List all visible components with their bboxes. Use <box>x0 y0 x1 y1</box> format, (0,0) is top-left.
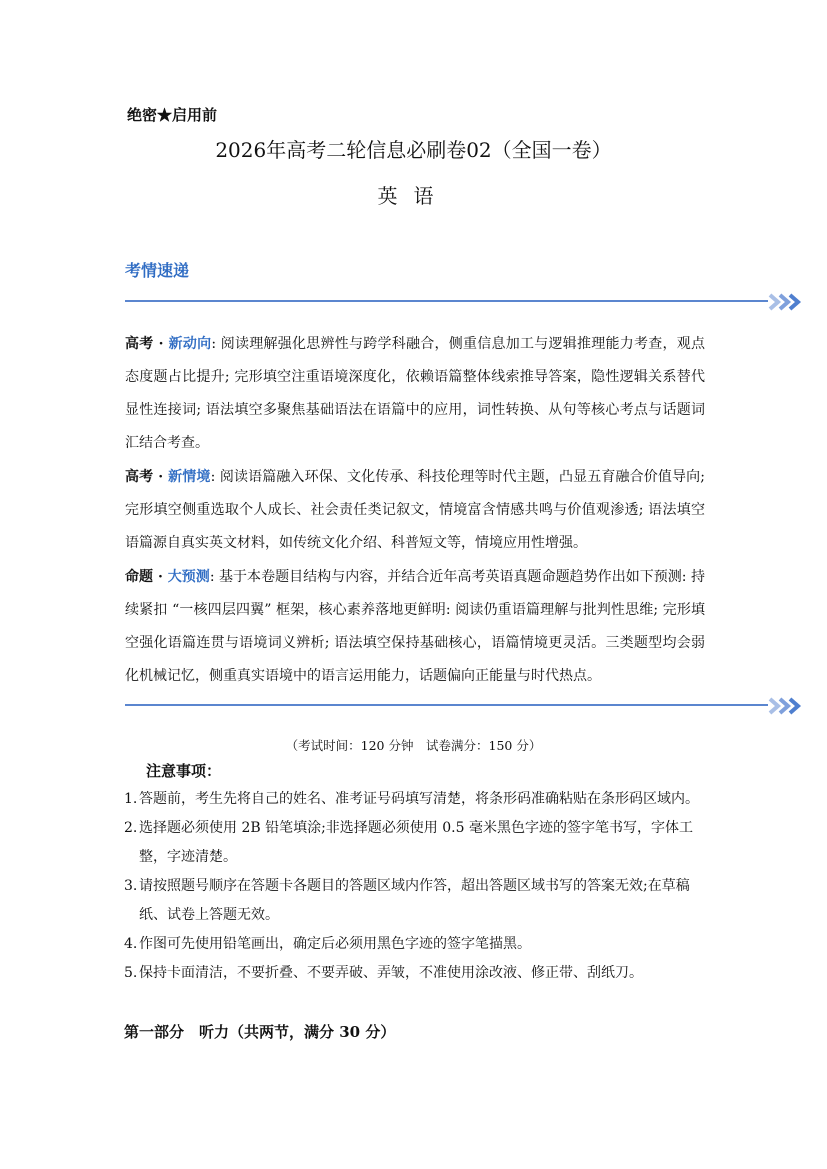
paragraph-text: : 基于本卷题目结构与内容，并结合近年高考英语真题命题趋势作出如下预测: 持续紧扣 “一核四层四翼” 框架，核心素养落地更鲜明: 阅读仍重语篇理解与批判性思维; 完形填空强化语篇连贯与语境词义辨析; 语法填空保持基础核心，语篇情境更灵活。三类题型均会弱化机械记忆，侧重真实语境中的语言运用能力，话题偏向正能量与时代热点。 <box>125 569 706 684</box>
note-number: 3. <box>124 878 138 894</box>
note-text: 保持卡面清洁，不要折叠、不要弄破、弄皱，不准使用涂改液、修正带、刮纸刀。 <box>139 965 643 981</box>
paragraph-label: 命题 · <box>125 569 168 585</box>
list-item <box>124 959 714 988</box>
divider-line-bottom <box>125 704 768 706</box>
notes-title: 注意事项： <box>146 762 222 780</box>
paragraph-new-trend <box>125 328 705 460</box>
paragraph-label: 高考 · <box>125 469 169 485</box>
exam-time-info: （考试时间：120 分钟 试卷满分：150 分） <box>285 738 542 753</box>
list-item <box>124 930 714 959</box>
confidential-mark: 绝密★启用前 <box>127 106 218 124</box>
part-one-heading: 第一部分 听力（共两节，满分 30 分） <box>124 1023 396 1041</box>
double-chevron-icon <box>768 697 802 715</box>
note-number: 1. <box>124 791 138 807</box>
paragraph-text: : 阅读语篇融入环保、文化传承、科技伦理等时代主题，凸显五育融合价值导向; 完形填空侧重选取个人成长、社会责任类记叙文，情境富含情感共鸣与价值观渗透; 语法填空语篇源自真实英文材料，如传统文化介绍、科普短文等，情境应用性增强。 <box>125 469 706 551</box>
double-chevron-icon <box>768 293 802 311</box>
note-text: 答题前，考生先将自己的姓名、准考证号码填写清楚，将条形码准确粘贴在条形码区域内。 <box>139 791 699 807</box>
paragraph-new-context <box>125 461 705 560</box>
note-text: 选择题必须使用 2B 铅笔填涂;非选择题必须使用 0.5 毫米黑色字迹的签字笔书写，字体工整，字迹清楚。 <box>139 820 693 865</box>
paragraph-keyword: 新情境 <box>168 469 211 485</box>
paragraph-keyword: 新动向 <box>168 336 212 352</box>
paragraph-label: 高考 · <box>125 336 169 352</box>
note-number: 5. <box>124 965 138 981</box>
subject-title: 英语 <box>377 184 450 208</box>
paragraph-text: : 阅读理解强化思辨性与跨学科融合，侧重信息加工与逻辑推理能力考查，观点态度题占比提升; 完形填空注重语境深度化，依赖语篇整体线索推导答案，隐性逻辑关系替代显性连接词; 语法填空多聚焦基础语法在语篇中的应用，词性转换、从句等核心考点与话题词汇结合考查。 <box>125 336 706 451</box>
paragraph-keyword: 大预测 <box>167 569 210 585</box>
divider-line-top <box>125 300 768 302</box>
list-item <box>124 785 714 814</box>
note-text: 作图可先使用铅笔画出，确定后必须用黑色字迹的签字笔描黑。 <box>139 936 531 952</box>
list-item <box>124 872 714 930</box>
exam-title: 2026年高考二轮信息必刷卷02（全国一卷） <box>215 138 612 162</box>
note-number: 4. <box>124 936 138 952</box>
list-item <box>124 814 714 872</box>
note-text: 请按照题号顺序在答题卡各题目的答题区域内作答，超出答题区域书写的答案无效;在草稿纸、试卷上答题无效。 <box>139 878 690 923</box>
section-heading: 考情速递 <box>125 261 190 280</box>
notes-list <box>124 785 714 988</box>
note-number: 2. <box>124 820 138 836</box>
paragraph-prediction <box>125 561 705 693</box>
